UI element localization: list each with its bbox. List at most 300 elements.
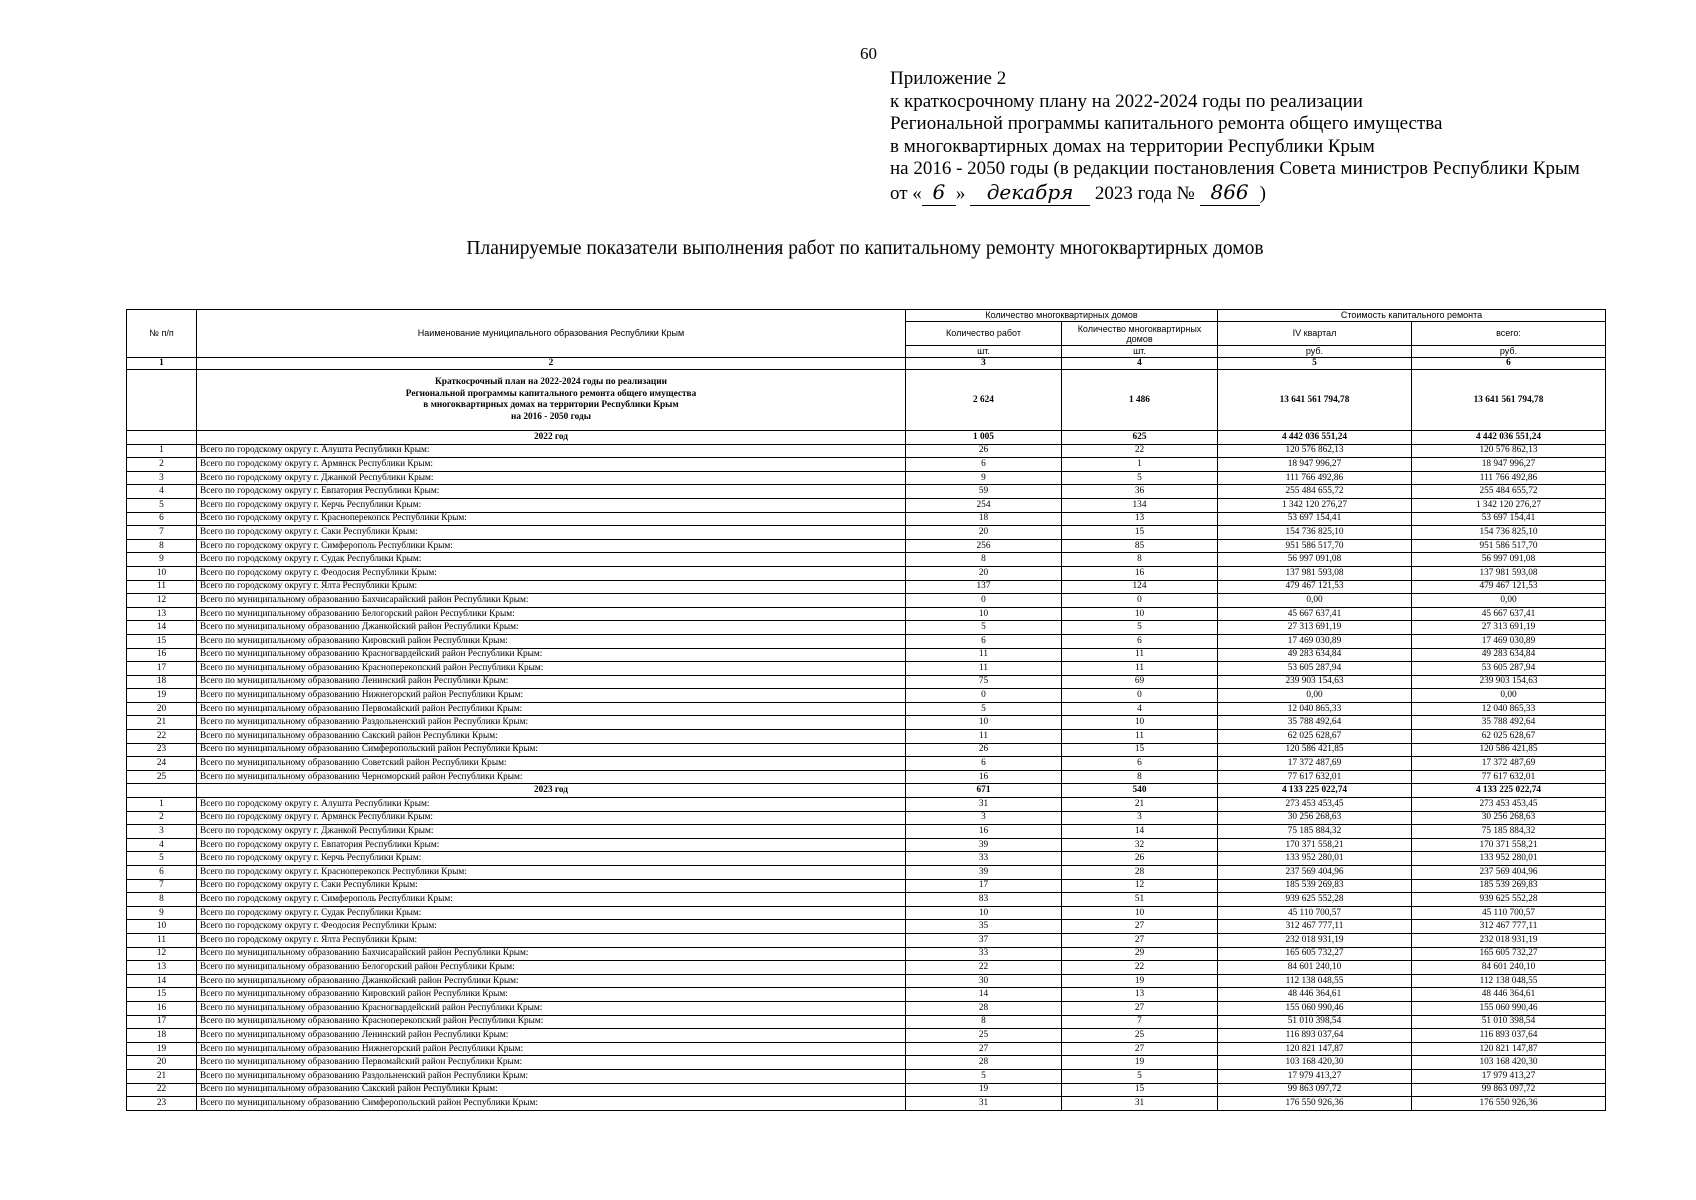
row-total: 154 736 825,10 [1412,526,1606,540]
row-works: 6 [906,757,1062,771]
table-row [127,580,1606,594]
row-municipality: Всего по городскому округу г. Ялта Республики Крым: [197,580,906,594]
row-number: 12 [127,947,197,961]
table-row [127,947,1606,961]
row-municipality: Всего по муниципальному образованию Белогорский район Республики Крым: [197,607,906,621]
row-number: 16 [127,648,197,662]
table-row [127,648,1606,662]
table-row [127,689,1606,703]
row-total: 27 313 691,19 [1412,621,1606,635]
row-q4: 133 952 280,01 [1218,852,1412,866]
row-number: 14 [127,974,197,988]
row-number: 8 [127,893,197,907]
year-q4: 4 133 225 022,74 [1218,784,1412,798]
row-q4: 48 446 364,61 [1218,988,1412,1002]
indicators-table-wrap [126,309,1606,1111]
row-q4: 237 569 404,96 [1218,866,1412,880]
row-total: 56 997 091,08 [1412,553,1606,567]
row-municipality: Всего по городскому округу г. Евпатория Республики Крым: [197,485,906,499]
header-works-count: Количество работ [906,322,1062,346]
row-works: 20 [906,526,1062,540]
row-works: 39 [906,838,1062,852]
table-row [127,811,1606,825]
row-houses: 32 [1062,838,1218,852]
row-works: 11 [906,730,1062,744]
row-houses: 15 [1062,1083,1218,1097]
row-total: 17 372 487,69 [1412,757,1606,771]
row-municipality: Всего по городскому округу г. Саки Республики Крым: [197,879,906,893]
table-row [127,920,1606,934]
row-total: 45 110 700,57 [1412,906,1606,920]
row-total: 312 467 777,11 [1412,920,1606,934]
row-municipality: Всего по муниципальному образованию Красноперекопский район Республики Крым: [197,1015,906,1029]
row-houses: 27 [1062,933,1218,947]
column-number: 3 [906,358,1062,370]
row-q4: 255 484 655,72 [1218,485,1412,499]
row-total: 17 469 030,89 [1412,634,1606,648]
table-row [127,607,1606,621]
table-row [127,730,1606,744]
row-total: 137 981 593,08 [1412,566,1606,580]
row-number: 19 [127,689,197,703]
row-number: 4 [127,485,197,499]
appendix-line: в многоквартирных домах на территории Республики Крым [890,135,1375,157]
row-total: 99 863 097,72 [1412,1083,1606,1097]
row-q4: 120 821 147,87 [1218,1042,1412,1056]
table-row [127,675,1606,689]
row-number: 20 [127,1056,197,1070]
summary-works: 2 624 [906,370,1062,431]
row-municipality: Всего по городскому округу г. Керчь Республики Крым: [197,498,906,512]
row-q4: 18 947 996,27 [1218,458,1412,472]
column-number: 1 [127,358,197,370]
table-row [127,1069,1606,1083]
table-row [127,1056,1606,1070]
row-houses: 0 [1062,594,1218,608]
row-works: 9 [906,471,1062,485]
row-q4: 232 018 931,19 [1218,933,1412,947]
row-municipality: Всего по муниципальному образованию Раздольненский район Республики Крым: [197,1069,906,1083]
row-municipality: Всего по городскому округу г. Судак Республики Крым: [197,906,906,920]
row-number: 22 [127,1083,197,1097]
row-houses: 15 [1062,526,1218,540]
table-row [127,1097,1606,1111]
row-total: 176 550 926,36 [1412,1097,1606,1111]
row-q4: 176 550 926,36 [1218,1097,1412,1111]
table-row [127,458,1606,472]
row-total: 30 256 268,63 [1412,811,1606,825]
row-houses: 27 [1062,1001,1218,1015]
row-total: 232 018 931,19 [1412,933,1606,947]
row-q4: 951 586 517,70 [1218,539,1412,553]
unit-rub: руб. [1412,346,1606,358]
row-works: 5 [906,1069,1062,1083]
row-houses: 7 [1062,1015,1218,1029]
row-number: 1 [127,444,197,458]
row-municipality: Всего по городскому округу г. Саки Республики Крым: [197,526,906,540]
header-houses-count: Количество многоквартирных домов [1062,322,1218,346]
table-row [127,594,1606,608]
row-municipality: Всего по муниципальному образованию Кировский район Республики Крым: [197,988,906,1002]
table-row [127,757,1606,771]
table-row [127,743,1606,757]
row-number: 15 [127,988,197,1002]
table-row [127,974,1606,988]
row-houses: 15 [1062,743,1218,757]
row-municipality: Всего по муниципальному образованию Симферопольский район Республики Крым: [197,743,906,757]
row-number: 18 [127,675,197,689]
row-total: 84 601 240,10 [1412,961,1606,975]
row-works: 28 [906,1056,1062,1070]
row-number: 23 [127,743,197,757]
row-works: 59 [906,485,1062,499]
column-number: 5 [1218,358,1412,370]
row-municipality: Всего по муниципальному образованию Нижнегорский район Республики Крым: [197,689,906,703]
row-q4: 479 467 121,53 [1218,580,1412,594]
row-total: 120 821 147,87 [1412,1042,1606,1056]
row-works: 11 [906,648,1062,662]
row-works: 26 [906,444,1062,458]
row-works: 37 [906,933,1062,947]
row-works: 33 [906,852,1062,866]
row-q4: 137 981 593,08 [1218,566,1412,580]
row-works: 19 [906,1083,1062,1097]
table-row [127,662,1606,676]
row-number: 7 [127,526,197,540]
row-total: 18 947 996,27 [1412,458,1606,472]
row-q4: 120 586 421,85 [1218,743,1412,757]
unit-rub: руб. [1218,346,1412,358]
row-houses: 10 [1062,716,1218,730]
row-number: 2 [127,811,197,825]
row-number: 9 [127,906,197,920]
row-total: 0,00 [1412,689,1606,703]
table-row [127,621,1606,635]
column-number: 4 [1062,358,1218,370]
row-works: 5 [906,702,1062,716]
row-total: 239 903 154,63 [1412,675,1606,689]
row-works: 30 [906,974,1062,988]
table-row [127,1042,1606,1056]
row-houses: 26 [1062,852,1218,866]
row-municipality: Всего по городскому округу г. Евпатория Республики Крым: [197,838,906,852]
row-q4: 939 625 552,28 [1218,893,1412,907]
row-q4: 185 539 269,83 [1218,879,1412,893]
row-q4: 1 342 120 276,27 [1218,498,1412,512]
table-row [127,906,1606,920]
row-q4: 0,00 [1218,689,1412,703]
row-q4: 111 766 492,86 [1218,471,1412,485]
row-q4: 239 903 154,63 [1218,675,1412,689]
table-row [127,988,1606,1002]
summary-q4: 13 641 561 794,78 [1218,370,1412,431]
row-municipality: Всего по муниципальному образованию Белогорский район Республики Крым: [197,961,906,975]
row-works: 0 [906,689,1062,703]
row-total: 17 979 413,27 [1412,1069,1606,1083]
row-number: 13 [127,607,197,621]
row-q4: 53 697 154,41 [1218,512,1412,526]
row-houses: 22 [1062,961,1218,975]
row-houses: 6 [1062,634,1218,648]
row-works: 0 [906,594,1062,608]
year-label: 2022 год [197,431,906,445]
year-label: 2023 год [197,784,906,798]
appendix-line: к краткосрочному плану на 2022-2024 годы по реализации [890,90,1363,112]
row-total: 111 766 492,86 [1412,471,1606,485]
summary-empty-cell [127,370,197,431]
row-total: 155 060 990,46 [1412,1001,1606,1015]
table-row [127,444,1606,458]
row-number: 14 [127,621,197,635]
row-works: 8 [906,553,1062,567]
row-houses: 5 [1062,1069,1218,1083]
row-houses: 29 [1062,947,1218,961]
row-municipality: Всего по городскому округу г. Феодосия Республики Крым: [197,566,906,580]
summary-total: 13 641 561 794,78 [1412,370,1606,431]
row-total: 185 539 269,83 [1412,879,1606,893]
year-houses: 625 [1062,431,1218,445]
year-empty-cell [127,784,197,798]
row-total: 170 371 558,21 [1412,838,1606,852]
table-row [127,498,1606,512]
row-houses: 5 [1062,621,1218,635]
date-year: 2023 года № [1094,182,1195,204]
row-total: 237 569 404,96 [1412,866,1606,880]
row-q4: 45 110 700,57 [1218,906,1412,920]
row-municipality: Всего по муниципальному образованию Красноперекопский район Республики Крым: [197,662,906,676]
row-q4: 75 185 884,32 [1218,825,1412,839]
row-q4: 99 863 097,72 [1218,1083,1412,1097]
row-municipality: Всего по городскому округу г. Ялта Республики Крым: [197,933,906,947]
row-q4: 116 893 037,64 [1218,1029,1412,1043]
row-number: 4 [127,838,197,852]
table-row [127,512,1606,526]
row-number: 13 [127,961,197,975]
header-group-houses: Количество многоквартирных домов [906,310,1218,322]
row-q4: 0,00 [1218,594,1412,608]
row-houses: 51 [1062,893,1218,907]
row-works: 16 [906,770,1062,784]
table-row [127,825,1606,839]
row-number: 5 [127,852,197,866]
row-total: 49 283 634,84 [1412,648,1606,662]
row-municipality: Всего по муниципальному образованию Сакский район Республики Крым: [197,730,906,744]
row-municipality: Всего по муниципальному образованию Бахчисарайский район Республики Крым: [197,947,906,961]
row-number: 10 [127,566,197,580]
row-houses: 28 [1062,866,1218,880]
row-works: 5 [906,621,1062,635]
row-municipality: Всего по городскому округу г. Джанкой Республики Крым: [197,471,906,485]
row-houses: 1 [1062,458,1218,472]
year-total-row [127,431,1606,445]
row-works: 28 [906,1001,1062,1015]
year-total-row [127,784,1606,798]
row-municipality: Всего по городскому округу г. Судак Республики Крым: [197,553,906,567]
appendix-line: на 2016 - 2050 годы (в редакции постановления Совета министров Республики Крым [890,158,1580,179]
row-municipality: Всего по муниципальному образованию Джанкойский район Республики Крым: [197,621,906,635]
row-municipality: Всего по городскому округу г. Армянск Республики Крым: [197,458,906,472]
row-number: 1 [127,798,197,812]
row-number: 10 [127,920,197,934]
row-houses: 14 [1062,825,1218,839]
row-total: 939 625 552,28 [1412,893,1606,907]
row-number: 18 [127,1029,197,1043]
row-houses: 27 [1062,1042,1218,1056]
row-q4: 53 605 287,94 [1218,662,1412,676]
table-row [127,471,1606,485]
row-municipality: Всего по городскому округу г. Красноперекопск Республики Крым: [197,866,906,880]
row-number: 15 [127,634,197,648]
row-works: 18 [906,512,1062,526]
row-number: 5 [127,498,197,512]
row-municipality: Всего по городскому округу г. Алушта Республики Крым: [197,444,906,458]
row-houses: 3 [1062,811,1218,825]
row-number: 8 [127,539,197,553]
row-municipality: Всего по муниципальному образованию Бахчисарайский район Республики Крым: [197,594,906,608]
row-municipality: Всего по муниципальному образованию Кировский район Республики Крым: [197,634,906,648]
row-total: 62 025 628,67 [1412,730,1606,744]
row-houses: 10 [1062,906,1218,920]
row-total: 120 576 862,13 [1412,444,1606,458]
row-number: 24 [127,757,197,771]
row-works: 20 [906,566,1062,580]
row-municipality: Всего по городскому округу г. Феодосия Республики Крым: [197,920,906,934]
row-works: 10 [906,607,1062,621]
table-row [127,566,1606,580]
row-municipality: Всего по муниципальному образованию Первомайский район Республики Крым: [197,1056,906,1070]
row-q4: 273 453 453,45 [1218,798,1412,812]
table-row [127,702,1606,716]
row-q4: 35 788 492,64 [1218,716,1412,730]
row-q4: 154 736 825,10 [1218,526,1412,540]
row-number: 3 [127,471,197,485]
row-total: 255 484 655,72 [1412,485,1606,499]
row-municipality: Всего по муниципальному образованию Раздольненский район Республики Крым: [197,716,906,730]
row-q4: 155 060 990,46 [1218,1001,1412,1015]
row-total: 12 040 865,33 [1412,702,1606,716]
row-works: 33 [906,947,1062,961]
row-number: 9 [127,553,197,567]
row-total: 120 586 421,85 [1412,743,1606,757]
table-row [127,526,1606,540]
appendix-block [890,68,1580,206]
row-total: 273 453 453,45 [1412,798,1606,812]
row-total: 53 605 287,94 [1412,662,1606,676]
row-municipality: Всего по муниципальному образованию Ленинский район Республики Крым: [197,1029,906,1043]
row-municipality: Всего по городскому округу г. Симферополь Республики Крым: [197,539,906,553]
row-number: 6 [127,512,197,526]
row-number: 3 [127,825,197,839]
row-works: 31 [906,798,1062,812]
row-houses: 31 [1062,1097,1218,1111]
header-num: № п/п [127,310,197,358]
row-municipality: Всего по муниципальному образованию Красногвардейский район Республики Крым: [197,648,906,662]
row-works: 16 [906,825,1062,839]
row-q4: 77 617 632,01 [1218,770,1412,784]
row-houses: 25 [1062,1029,1218,1043]
row-total: 45 667 637,41 [1412,607,1606,621]
row-number: 23 [127,1097,197,1111]
row-houses: 11 [1062,648,1218,662]
row-houses: 8 [1062,770,1218,784]
row-total: 103 168 420,30 [1412,1056,1606,1070]
table-row [127,1015,1606,1029]
row-houses: 124 [1062,580,1218,594]
row-municipality: Всего по муниципальному образованию Первомайский район Республики Крым: [197,702,906,716]
header-group-cost: Стоимость капитального ремонта [1218,310,1606,322]
row-works: 25 [906,1029,1062,1043]
row-municipality: Всего по городскому округу г. Алушта Республики Крым: [197,798,906,812]
table-row [127,798,1606,812]
row-q4: 12 040 865,33 [1218,702,1412,716]
row-houses: 22 [1062,444,1218,458]
row-works: 254 [906,498,1062,512]
row-total: 951 586 517,70 [1412,539,1606,553]
row-q4: 103 168 420,30 [1218,1056,1412,1070]
row-q4: 62 025 628,67 [1218,730,1412,744]
row-works: 6 [906,634,1062,648]
row-municipality: Всего по муниципальному образованию Джанкойский район Республики Крым: [197,974,906,988]
row-number: 20 [127,702,197,716]
row-municipality: Всего по муниципальному образованию Симферопольский район Республики Крым: [197,1097,906,1111]
row-number: 22 [127,730,197,744]
row-q4: 51 010 398,54 [1218,1015,1412,1029]
row-q4: 112 138 048,55 [1218,974,1412,988]
row-total: 53 697 154,41 [1412,512,1606,526]
row-municipality: Всего по городскому округу г. Симферополь Республики Крым: [197,893,906,907]
column-number: 6 [1412,358,1606,370]
row-works: 31 [906,1097,1062,1111]
row-works: 83 [906,893,1062,907]
row-number: 16 [127,1001,197,1015]
row-works: 10 [906,906,1062,920]
row-q4: 84 601 240,10 [1218,961,1412,975]
unit-pcs: шт. [1062,346,1218,358]
document-title: Планируемые показатели выполнения работ по капитальному ремонту многоквартирных домов [466,238,1264,259]
handwritten-day: 6 [922,181,956,207]
date-quote: » [955,182,966,204]
row-municipality: Всего по муниципальному образованию Красногвардейский район Республики Крым: [197,1001,906,1015]
row-works: 27 [906,1042,1062,1056]
row-houses: 6 [1062,757,1218,771]
date-paren: ) [1259,182,1266,204]
row-municipality: Всего по городскому округу г. Красноперекопск Республики Крым: [197,512,906,526]
row-works: 35 [906,920,1062,934]
row-works: 26 [906,743,1062,757]
row-total: 165 605 732,27 [1412,947,1606,961]
year-total: 4 442 036 551,24 [1412,431,1606,445]
row-houses: 11 [1062,730,1218,744]
row-works: 10 [906,716,1062,730]
table-row [127,866,1606,880]
table-row [127,852,1606,866]
year-works: 671 [906,784,1062,798]
row-houses: 5 [1062,471,1218,485]
row-total: 48 446 364,61 [1412,988,1606,1002]
row-total: 75 185 884,32 [1412,825,1606,839]
row-municipality: Всего по городскому округу г. Керчь Республики Крым: [197,852,906,866]
row-total: 116 893 037,64 [1412,1029,1606,1043]
table-row [127,716,1606,730]
header-row-groups [127,310,1606,322]
row-total: 0,00 [1412,594,1606,608]
date-prefix: от « [890,182,922,204]
row-works: 11 [906,662,1062,676]
row-number: 19 [127,1042,197,1056]
summary-title: Краткосрочный план на 2022-2024 годы по реализации Региональной программы капитального ремонта общего имущества в многоквартирных домах на территории Республики Крым на 2016 - 2050 годы [197,370,906,431]
row-number: 7 [127,879,197,893]
appendix-date-line [890,181,1580,207]
